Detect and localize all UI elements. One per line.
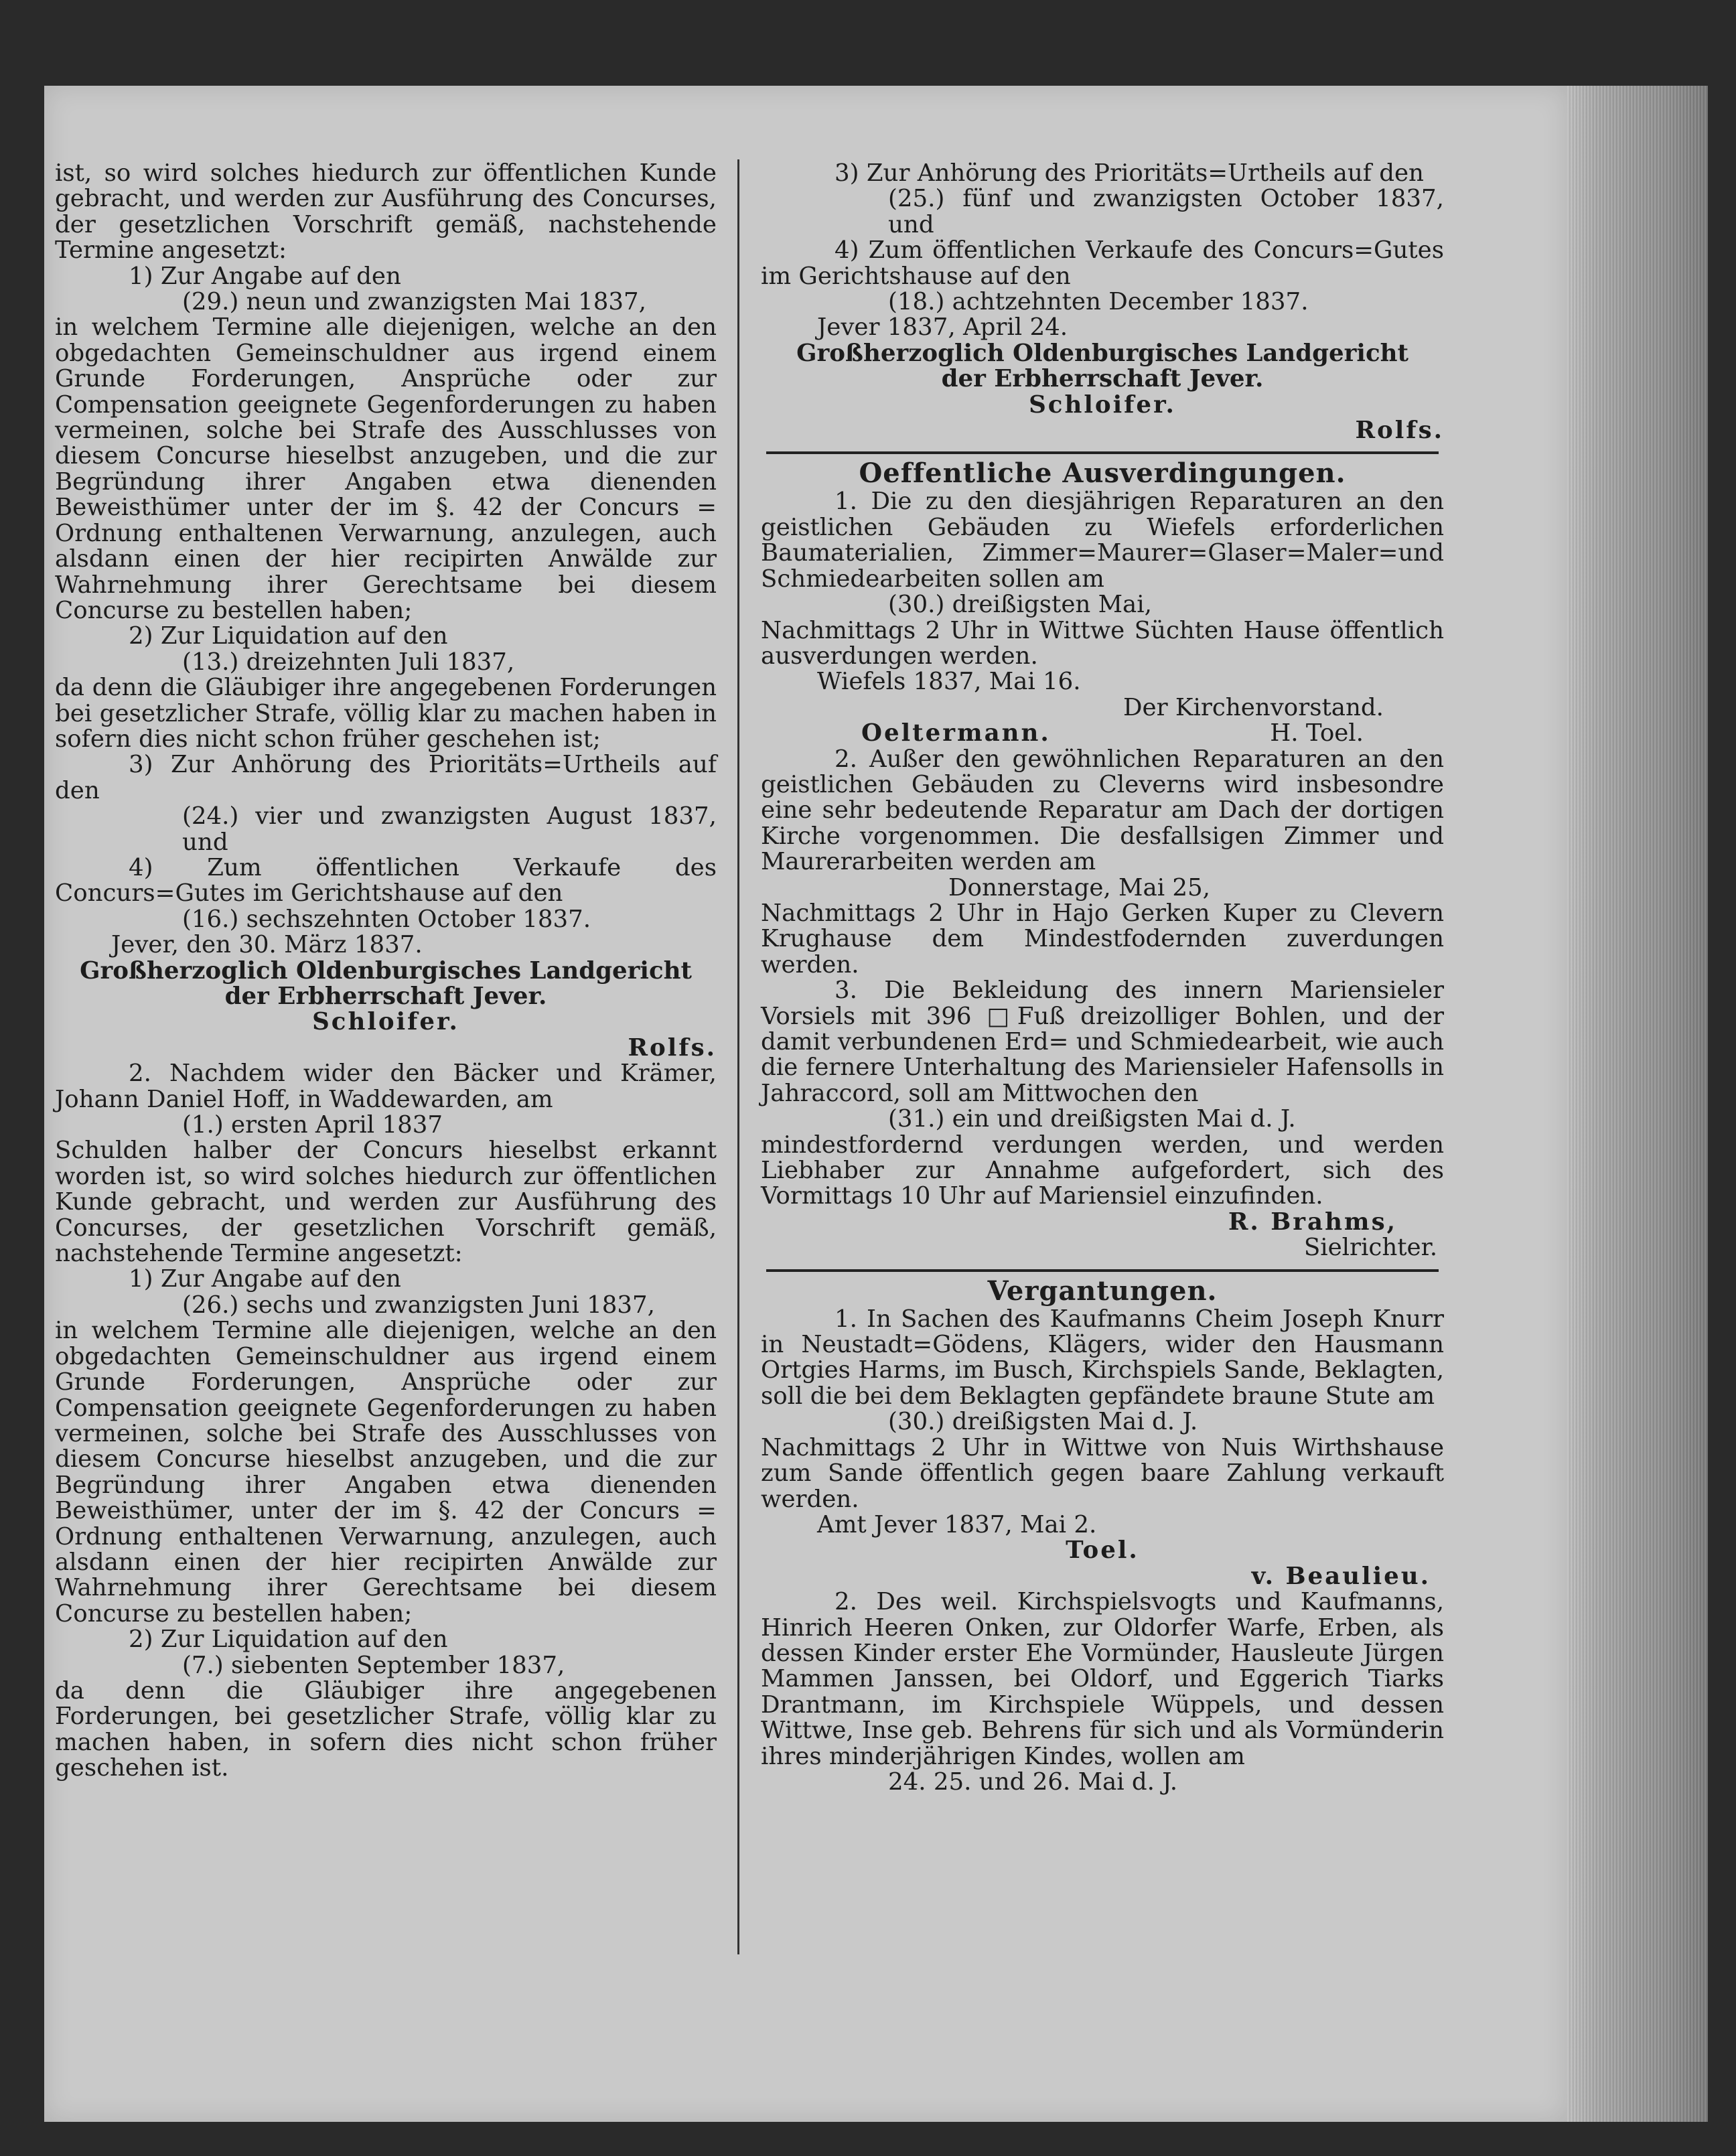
column-divider xyxy=(737,159,739,1954)
place-date: Jever, den 30. März 1837. xyxy=(111,931,423,959)
term-3-date: (24.) vier und zwanzigsten August 1837, und xyxy=(182,802,717,856)
sale-2-text: 2. Des weil. Kirchspielsvogts und Kaufmanns, Hinrich Heeren Onken, zur Oldorfer Warfe, Erben, als dessen Kinder erster Ehe Vormünder, Hausleute Jürgen Mammen Janssen, bei Oldorf, und Eggerich Tiarks Drantmann, im Kirchspiele Wüppels, und dessen Wittwe, Inse geb. Behrens für sich und als Vormünderin ihres minderjährigen Kindes, wollen am xyxy=(761,1588,1444,1770)
term-4-label: 4) Zum öffentlichen Verkaufe des Concurs=Gutes im Gerichtshause auf den xyxy=(761,236,1444,290)
court-district: der Erbherrschaft Jever. xyxy=(224,983,547,1010)
signature-brahms: R. Brahms, xyxy=(1228,1208,1397,1236)
notice-2-text-2: Nachmittags 2 Uhr in Hajo Gerken Kuper zu Clevern Krughause dem Mindestfodernden zuverdungen werden. xyxy=(761,899,1444,979)
notice-1-text: 1. Die zu den diesjährigen Reparaturen an den geistlichen Gebäuden zu Wiefels erforderlichen Baumaterialien, Zimmer=Maurer=Glaser=Maler=und Schmiedearbeiten sollen am xyxy=(761,488,1444,593)
sale-2-date: 24. 25. und 26. Mai d. J. xyxy=(888,1768,1178,1796)
signature-rolfs: Rolfs. xyxy=(628,1033,717,1062)
notice-2-date: Donnerstage, Mai 25, xyxy=(948,873,1210,902)
left-column xyxy=(55,161,717,1782)
term-4-date: (18.) achtzehnten December 1837. xyxy=(888,288,1309,316)
signature-role: Sielrichter. xyxy=(1303,1234,1437,1262)
term-2-label: 2) Zur Liquidation auf den xyxy=(129,622,448,650)
notice-2-intro: 2. Nachdem wider den Bäcker und Krämer, Johann Daniel Hoff, in Waddewarden, am xyxy=(55,1060,717,1113)
signature-beaulieu: v. Beaulieu. xyxy=(1251,1562,1431,1590)
right-column xyxy=(761,161,1444,1795)
sale-1-date: (30.) dreißigsten Mai d. J. xyxy=(888,1408,1198,1436)
notice-1-signatures xyxy=(761,721,1444,746)
notice-2-term-2-date: (7.) siebenten September 1837, xyxy=(182,1651,565,1679)
term-1-text: in welchem Termine alle diejenigen, welche an den obgedachten Gemeinschuldner aus irgend einem Grunde Forderungen, Ansprüche oder zur Compensation geeignete Gegenforderungen zu haben vermeinen, solche bei Strafe des Ausschlusses von diesem Concurse hieselbst anzugeben, und die zur Begründung ihrer Angaben etwa dienenden Beweisthümer unter der im §. 42 der Concurs = Ordnung enthaltenen Verwarnung, anzulegen, auch alsdann einen der hier recipirten Anwälde zur Wahrnehmung ihrer Gerechtsame bei diesem Concurse zu bestellen haben; xyxy=(55,313,717,624)
notice-2-text: 2. Außer den gewöhnlichen Reparaturen an den geistlichen Gebäuden zu Cleverns wird insbesondre eine sehr bedeutende Reparatur am Dach der dortigen Kirche vorgenommen. Die desfallsigen Zimmer und Maurerarbeiten werden am xyxy=(761,745,1444,876)
notice-2-term-1-text: in welchem Termine alle diejenigen, welche an den obgedachten Gemeinschuldner aus irgend einem Grunde Forderungen, Ansprüche oder zur Compensation geeignete Gegenforderungen zu haben vermeinen, solche bei Strafe des Ausschlusses von diesem Concurse hieselbst anzugeben, und die zur Begründung ihrer Angaben etwa dienenden Beweisthümer, unter der im §. 42 der Concurs = Ordnung enthaltenen Verwarnung, anzulegen, auch alsdann einen der hier recipirten Anwälde zur Wahrnehmung ihrer Gerechtsame bei diesem Concurse zu bestellen haben; xyxy=(55,1317,717,1628)
signature-toel-amt: Toel. xyxy=(1066,1536,1139,1565)
sale-1-place: Amt Jever 1837, Mai 2. xyxy=(817,1510,1097,1538)
sale-1-text: 1. In Sachen des Kaufmanns Cheim Joseph Knurr in Neustadt=Gödens, Klägers, wider den Hausmann Ortgies Harms, im Busch, Kirchspiels Sande, Beklagten, soll die bei dem Beklagten gepfändete braune Stute am xyxy=(761,1305,1444,1410)
section-heading-vergantungen: Vergantungen. xyxy=(987,1275,1218,1307)
notice-2-term-2-text: da denn die Gläubiger ihre angegebenen Forderungen, bei gesetzlicher Strafe, völlig klar zu machen haben, in sofern dies nicht schon früher geschehen ist. xyxy=(55,1676,717,1782)
court-name: Großherzoglich Oldenburgisches Landgericht xyxy=(796,339,1408,367)
notice-1-org: Der Kirchenvorstand. xyxy=(1123,693,1384,721)
newspaper-page xyxy=(44,86,1567,2122)
notice-2-date: (1.) ersten April 1837 xyxy=(182,1111,443,1139)
sale-1-text-2: Nachmittags 2 Uhr in Wittwe von Nuis Wirthshause zum Sande öffentlich gegen baare Zahlung verkauft werden. xyxy=(761,1433,1444,1513)
notice-3-text-2: mindestfordernd verdungen werden, und werden Liebhaber zur Annahme aufgefordert, sich des Vormittags 10 Uhr auf Mariensiel einzufinden. xyxy=(761,1131,1444,1210)
term-3-label: 3) Zur Anhörung des Prioritäts=Urtheils auf den xyxy=(55,751,717,804)
book-page-edges xyxy=(1567,86,1708,2122)
notice-1-date: (30.) dreißigsten Mai, xyxy=(888,591,1152,619)
notice-2-term-1-label: 1) Zur Angabe auf den xyxy=(129,1265,401,1293)
term-1-date: (29.) neun und zwanzigsten Mai 1837, xyxy=(182,288,646,316)
section-rule xyxy=(766,1269,1439,1272)
notice-2-term-1-date: (26.) sechs und zwanzigsten Juni 1837, xyxy=(182,1291,655,1319)
notice-1-place: Wiefels 1837, Mai 16. xyxy=(817,668,1081,696)
court-district: der Erbherrschaft Jever. xyxy=(941,365,1264,393)
section-heading-ausverdingungen: Oeffentliche Ausverdingungen. xyxy=(859,457,1346,490)
term-2-date: (13.) dreizehnten Juli 1837, xyxy=(182,648,515,676)
notice-3-text: 3. Die Bekleidung des innern Mariensieler Vorsiels mit 396 □Fuß dreizolliger Bohlen, und der damit verbundenen Erd= und Schmiedearbeit, wie auch die fernere Unterhaltung des Mariensieler Hafensolls in Jahraccord, soll am Mittwochen den xyxy=(761,977,1444,1107)
notice-1-text-2: Nachmittags 2 Uhr in Wittwe Süchten Hause öffentlich ausverdungen werden. xyxy=(761,616,1444,670)
signature-rolfs: Rolfs. xyxy=(1355,417,1444,445)
notice-2-text: Schulden halber der Concurs hieselbst erkannt worden ist, so wird solches hiedurch zur öffentlichen Kunde gebracht, und werden zur Ausführung des Concurses, der gesetzlichen Vorschrift gemäß, nachstehende Termine angesetzt: xyxy=(55,1137,717,1268)
place-date: Jever 1837, April 24. xyxy=(817,313,1068,342)
court-name: Großherzoglich Oldenburgisches Landgericht xyxy=(80,956,692,985)
signature-schloifer: Schloifer. xyxy=(1029,390,1176,419)
notice-3-date: (31.) ein und dreißigsten Mai d. J. xyxy=(888,1105,1296,1133)
term-1-label: 1) Zur Angabe auf den xyxy=(129,262,401,290)
signature-oeltermann: Oeltermann. xyxy=(861,719,1051,747)
signature-toel: H. Toel. xyxy=(1270,719,1364,747)
term-3-date: (25.) fünf und zwanzigsten October 1837, und xyxy=(888,185,1444,238)
term-2-text: da denn die Gläubiger ihre angegebenen Forderungen bei gesetzlicher Strafe, völlig klar zu machen haben in sofern dies nicht schon früher geschehen ist; xyxy=(55,674,717,753)
intro-text: ist, so wird solches hiedurch zur öffentlichen Kunde gebracht, und werden zur Ausführung des Concurses, der gesetzlichen Vorschrift gemäß, nachstehende Termine angesetzt: xyxy=(55,159,717,265)
signature-schloifer: Schloifer. xyxy=(312,1008,459,1036)
section-rule xyxy=(766,451,1439,454)
term-3-label: 3) Zur Anhörung des Prioritäts=Urtheils auf den xyxy=(835,159,1424,187)
notice-2-term-2-label: 2) Zur Liquidation auf den xyxy=(129,1626,448,1654)
term-4-date: (16.) sechszehnten October 1837. xyxy=(182,905,591,933)
term-4-label: 4) Zum öffentlichen Verkaufe des Concurs=Gutes im Gerichtshause auf den xyxy=(55,853,717,908)
